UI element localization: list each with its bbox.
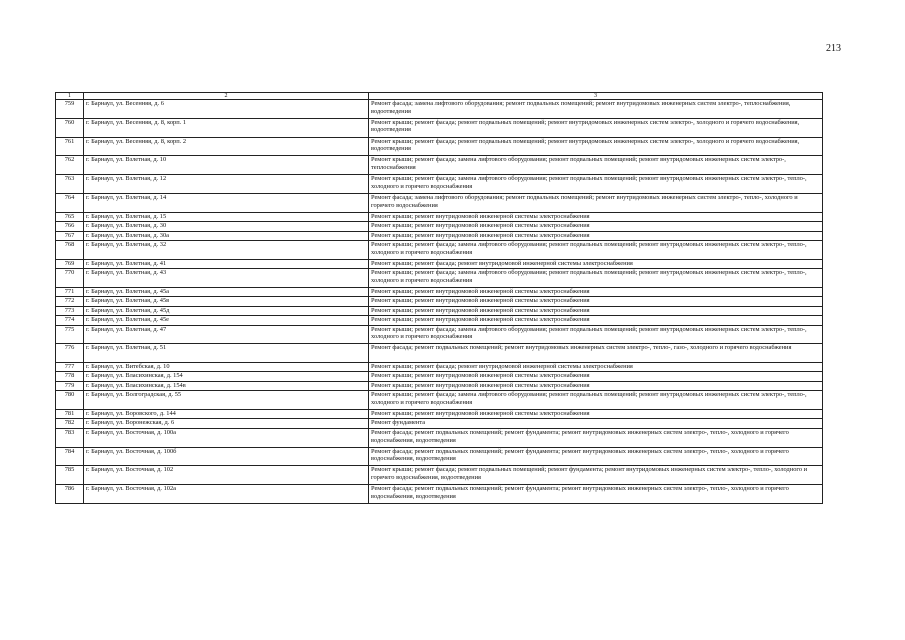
work-description-cell: Ремонт крыши; ремонт внутридомовой инженерной системы электроснабжения [369,410,823,419]
address-cell: г. Барнаул, ул. Восточная, д. 100а [84,428,369,447]
table-header-row [56,93,823,100]
table-row [56,306,823,315]
row-number-cell: 783 [56,428,84,447]
work-description-cell: Ремонт крыши; ремонт фасада; ремонт подвальных помещений; ремонт внутридомовых инженерных систем электро-, холодного и горячего водоснабжения, водоотведения [369,137,823,156]
address-cell: г. Барнаул, ул. Власихинская, д. 154 [84,372,369,381]
work-description-cell: Ремонт крыши; ремонт внутридомовой инженерной системы электроснабжения [369,316,823,325]
row-number-cell: 759 [56,100,84,119]
table-row [56,287,823,296]
table-row [56,193,823,212]
address-cell: г. Барнаул, ул. Восточная, д. 102а [84,485,369,504]
work-description-cell: Ремонт крыши; ремонт фасада; замена лифтового оборудования; ремонт подвальных помещений; ремонт внутридомовых инженерных систем электро-, тепло-, холодного и горячего водоснабжения [369,391,823,410]
address-cell: г. Барнаул, ул. Взлетная, д. 45е [84,316,369,325]
work-description-cell: Ремонт крыши; ремонт фасада; ремонт внутридомовой инженерной системы электроснабжения [369,363,823,372]
address-cell: г. Барнаул, ул. Весенняя, д. 8, корп. 2 [84,137,369,156]
work-description-cell: Ремонт крыши; ремонт внутридомовой инженерной системы электроснабжения [369,212,823,221]
table-row [56,259,823,268]
row-number-cell: 767 [56,231,84,240]
table-row [56,118,823,137]
table-row [56,156,823,175]
address-cell: г. Барнаул, ул. Волгоградская, д. 55 [84,391,369,410]
row-number-cell: 781 [56,410,84,419]
table-row [56,316,823,325]
address-cell: г. Барнаул, ул. Воронежская, д. 6 [84,419,369,428]
work-description-cell: Ремонт фасада; ремонт подвальных помещений; ремонт фундамента; ремонт внутридомовых инженерных систем электро-, тепло-, холодного и горячего водоснабжения, водоотведения [369,447,823,466]
address-cell: г. Барнаул, ул. Взлетная, д. 43 [84,269,369,288]
table-row [56,428,823,447]
work-description-cell: Ремонт крыши; ремонт фасада; ремонт внутридомовой инженерной системы электроснабжения [369,259,823,268]
column-header-number: 1 [56,93,84,100]
row-number-cell: 765 [56,212,84,221]
row-number-cell: 784 [56,447,84,466]
work-description-cell: Ремонт крыши; ремонт внутридомовой инженерной системы электроснабжения [369,287,823,296]
address-cell: г. Барнаул, ул. Взлетная, д. 30 [84,222,369,231]
address-cell: г. Барнаул, ул. Взлетная, д. 51 [84,344,369,363]
table-row [56,344,823,363]
address-cell: г. Барнаул, ул. Взлетная, д. 32 [84,240,369,259]
address-cell: г. Барнаул, ул. Взлетная, д. 10 [84,156,369,175]
table-row [56,391,823,410]
table-row [56,419,823,428]
work-description-cell: Ремонт фасада; замена лифтового оборудования; ремонт подвальных помещений; ремонт внутридомовых инженерных систем электро-, тепло-, холодного и горячего водоснабжения [369,193,823,212]
work-description-cell: Ремонт фасада; ремонт подвальных помещений; ремонт внутридомовых инженерных систем электро-, тепло-, газо-, холодного и горячего водоснабжения [369,344,823,363]
work-description-cell: Ремонт крыши; ремонт внутридомовой инженерной системы электроснабжения [369,231,823,240]
work-description-cell: Ремонт крыши; ремонт внутридомовой инженерной системы электроснабжения [369,306,823,315]
address-cell: г. Барнаул, ул. Взлетная, д. 12 [84,175,369,194]
work-description-cell: Ремонт крыши; ремонт фасада; ремонт подвальных помещений; ремонт внутридомовых инженерных систем электро-, холодного и горячего водоснабжения, водоотведения [369,118,823,137]
address-cell: г. Барнаул, ул. Взлетная, д. 45а [84,287,369,296]
work-description-cell: Ремонт крыши; ремонт фасада; замена лифтового оборудования; ремонт подвальных помещений; ремонт внутридомовых инженерных систем электро-, тепло-, холодного и горячего водоснабжения [369,325,823,344]
row-number-cell: 766 [56,222,84,231]
table-row [56,447,823,466]
row-number-cell: 772 [56,297,84,306]
table-row [56,410,823,419]
row-number-cell: 786 [56,485,84,504]
work-description-cell: Ремонт крыши; ремонт фасада; ремонт подвальных помещений; ремонт фундамента; ремонт внутридомовых инженерных систем электро-, тепло-, холодного и горячего водоснабжения, водоотведения [369,466,823,485]
work-description-cell: Ремонт крыши; ремонт внутридомовой инженерной системы электроснабжения [369,372,823,381]
column-header-address: 2 [84,93,369,100]
table-row [56,466,823,485]
table-row [56,363,823,372]
repair-list-table [55,92,823,504]
work-description-cell: Ремонт крыши; ремонт фасада; замена лифтового оборудования; ремонт подвальных помещений; ремонт внутридомовых инженерных систем электро-, теплоснабжения [369,156,823,175]
row-number-cell: 764 [56,193,84,212]
address-cell: г. Барнаул, ул. Весенняя, д. 8, корп. 1 [84,118,369,137]
work-description-cell: Ремонт фасада; ремонт подвальных помещений; ремонт фундамента; ремонт внутридомовых инженерных систем электро-, тепло-, холодного и горячего водоснабжения, водоотведения [369,428,823,447]
address-cell: г. Барнаул, ул. Власихинская, д. 154в [84,381,369,390]
row-number-cell: 778 [56,372,84,381]
table-row [56,269,823,288]
table-row [56,372,823,381]
row-number-cell: 775 [56,325,84,344]
address-cell: г. Барнаул, ул. Взлетная, д. 45в [84,297,369,306]
work-description-cell: Ремонт крыши; ремонт фасада; замена лифтового оборудования; ремонт подвальных помещений; ремонт внутридомовых инженерных систем электро-, тепло-, холодного и горячего водоснабжения [369,269,823,288]
row-number-cell: 777 [56,363,84,372]
row-number-cell: 760 [56,118,84,137]
address-cell: г. Барнаул, ул. Витебская, д. 10 [84,363,369,372]
table-row [56,222,823,231]
table-row [56,231,823,240]
table-row [56,325,823,344]
row-number-cell: 768 [56,240,84,259]
work-description-cell: Ремонт фундамента [369,419,823,428]
address-cell: г. Барнаул, ул. Взлетная, д. 47 [84,325,369,344]
work-description-cell: Ремонт фасада; ремонт подвальных помещений; ремонт фундамента; ремонт внутридомовых инженерных систем электро-, тепло-, холодного и горячего водоснабжения, водоотведения [369,485,823,504]
table-row [56,297,823,306]
column-header-work: 3 [369,93,823,100]
work-description-cell: Ремонт фасада; замена лифтового оборудования; ремонт подвальных помещений; ремонт внутридомовых инженерных систем электро-, теплоснабжения, водоотведения [369,100,823,119]
address-cell: г. Барнаул, ул. Воровского, д. 144 [84,410,369,419]
work-description-cell: Ремонт крыши; ремонт фасада; замена лифтового оборудования; ремонт подвальных помещений; ремонт внутридомовых инженерных систем электро-, тепло-, холодного и горячего водоснабжения [369,240,823,259]
work-description-cell: Ремонт крыши; ремонт фасада; замена лифтового оборудования; ремонт подвальных помещений; ремонт внутридомовых инженерных систем электро-, тепло-, холодного и горячего водоснабжения [369,175,823,194]
table-row [56,100,823,119]
address-cell: г. Барнаул, ул. Взлетная, д. 45д [84,306,369,315]
table-row [56,212,823,221]
row-number-cell: 773 [56,306,84,315]
address-cell: г. Барнаул, ул. Взлетная, д. 41 [84,259,369,268]
address-cell: г. Барнаул, ул. Восточная, д. 102 [84,466,369,485]
repair-list-table-container [55,92,822,504]
work-description-cell: Ремонт крыши; ремонт внутридомовой инженерной системы электроснабжения [369,222,823,231]
row-number-cell: 769 [56,259,84,268]
address-cell: г. Барнаул, ул. Весенняя, д. 6 [84,100,369,119]
table-row [56,485,823,504]
table-body [56,100,823,504]
table-row [56,175,823,194]
row-number-cell: 776 [56,344,84,363]
row-number-cell: 785 [56,466,84,485]
row-number-cell: 782 [56,419,84,428]
address-cell: г. Барнаул, ул. Взлетная, д. 30а [84,231,369,240]
row-number-cell: 770 [56,269,84,288]
address-cell: г. Барнаул, ул. Взлетная, д. 15 [84,212,369,221]
table-row [56,137,823,156]
row-number-cell: 771 [56,287,84,296]
table-row [56,240,823,259]
row-number-cell: 774 [56,316,84,325]
table-row [56,381,823,390]
row-number-cell: 779 [56,381,84,390]
row-number-cell: 761 [56,137,84,156]
row-number-cell: 762 [56,156,84,175]
page-number: 213 [826,43,841,54]
address-cell: г. Барнаул, ул. Восточная, д. 100б [84,447,369,466]
work-description-cell: Ремонт крыши; ремонт внутридомовой инженерной системы электроснабжения [369,297,823,306]
address-cell: г. Барнаул, ул. Взлетная, д. 14 [84,193,369,212]
work-description-cell: Ремонт крыши; ремонт внутридомовой инженерной системы электроснабжения [369,381,823,390]
row-number-cell: 780 [56,391,84,410]
row-number-cell: 763 [56,175,84,194]
